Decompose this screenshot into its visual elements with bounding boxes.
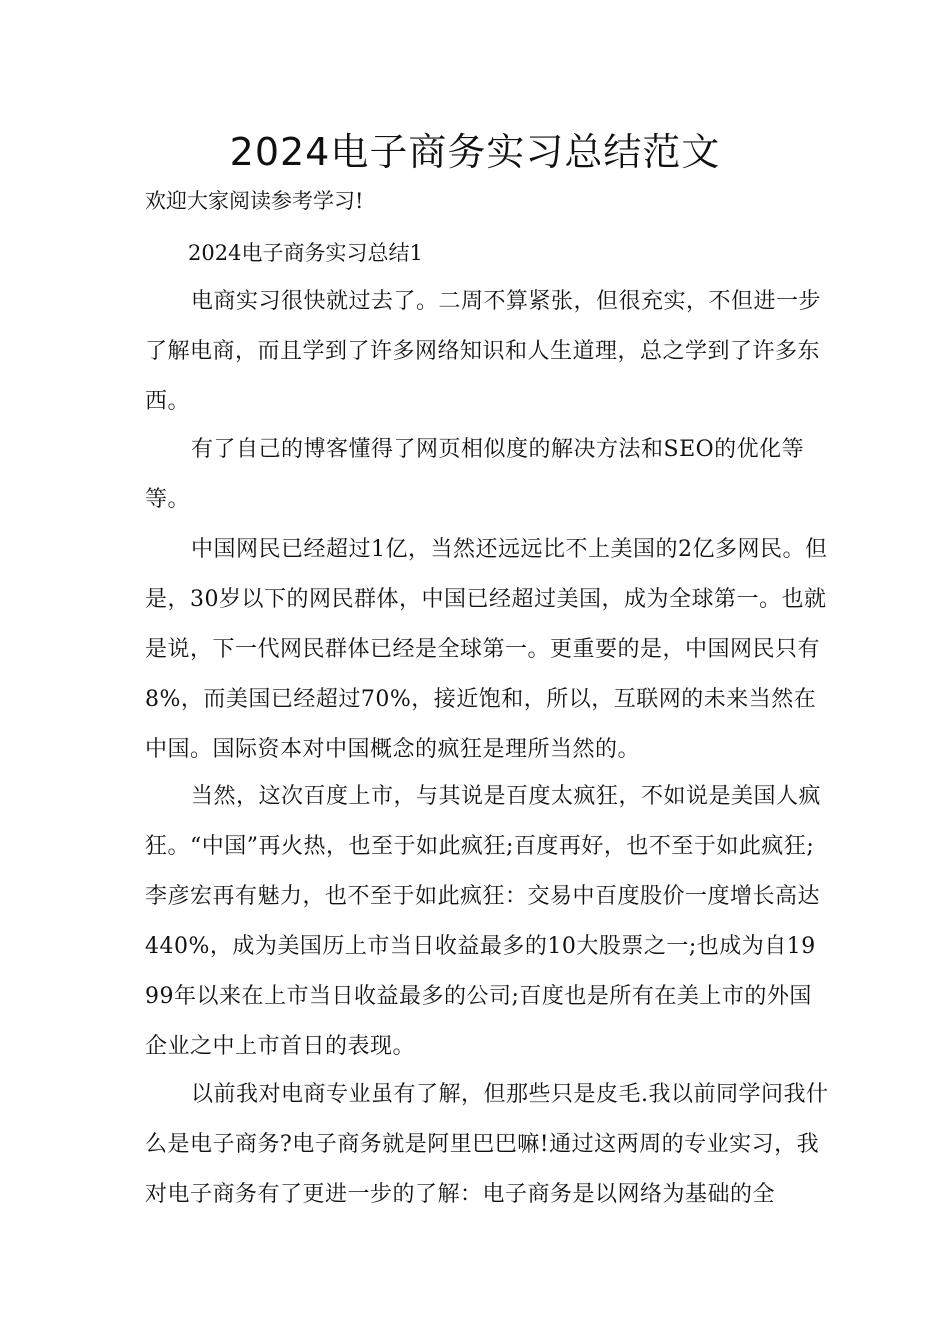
paragraph-1: 电商实习很快就过去了。二周不算紧张，但很充实，不但进一步了解电商，而且学到了许多网络知识和人生道理，总之学到了许多东西。 bbox=[145, 289, 822, 414]
paragraph-3: 中国网民已经超过1亿，当然还远远比不上美国的2亿多网民。但是，30岁以下的网民群体，中国已经超过美国，成为全球第一。也就是说，下一代网民群体已经是全球第一。更重要的是，中国网民只有8%，而美国已经超过70%，接近饱和，所以，互联网的未来当然在中国。国际资本对中国概念的疯狂是理所当然的。 bbox=[145, 537, 828, 762]
paragraph-2: 有了自己的博客懂得了网页相似度的解决方法和SEO的优化等等。 bbox=[145, 437, 805, 512]
paragraph-4: 当然，这次百度上市，与其说是百度太疯狂，不如说是美国人疯狂。“中国”再火热，也至于如此疯狂;百度再好，也不至于如此疯狂;李彦宏再有魅力，也不至于如此疯狂：交易中百度股价一度增长高达440%，成为美国历上市当日收益最多的10大股票之一;也成为自1999年以来在上市当日收益最多的公司;百度也是所有在美上市的外国企业之中上市首日的表现。 bbox=[145, 784, 822, 1059]
paragraph-5: 以前我对电商专业虽有了解，但那些只是皮毛.我以前同学问我什么是电子商务?电子商务就是阿里巴巴嘛!通过这两周的专业实习，我对电子商务有了更进一步的了解：电子商务是以网络为基础的全 bbox=[145, 1082, 829, 1207]
document-title: 2024电子商务实习总结范文 bbox=[229, 130, 721, 174]
section-heading: 2024电子商务实习总结1 bbox=[188, 241, 423, 265]
greeting-line: 欢迎大家阅读参考学习! bbox=[145, 189, 364, 213]
